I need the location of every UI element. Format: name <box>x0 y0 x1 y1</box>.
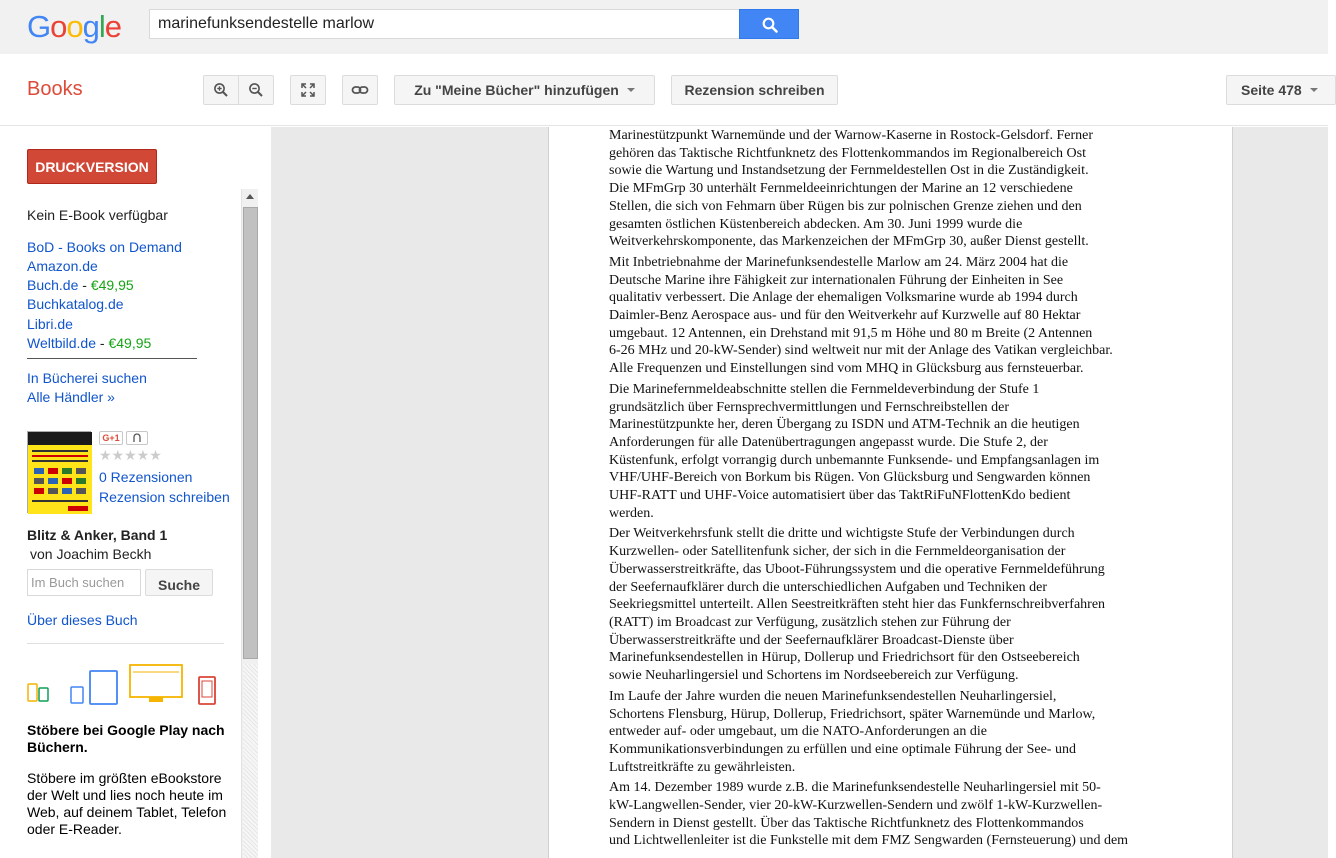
sidebar <box>0 127 270 858</box>
google-search-bar <box>0 0 1328 54</box>
seller-item <box>27 257 98 276</box>
svg-text:Google: Google <box>27 9 122 44</box>
seller-item <box>27 295 124 314</box>
book-page <box>548 127 1233 858</box>
price-separator: - <box>78 277 91 293</box>
play-heading: Stöbere bei Google Play nach Büchern. <box>27 722 225 755</box>
no-ebook-text: Kein E-Book verfügbar <box>27 207 168 223</box>
link-icon <box>351 84 369 96</box>
book-title: Blitz & Anker, Band 1 <box>27 527 168 543</box>
share-icon <box>132 433 142 443</box>
google-plus-button[interactable]: G+1 <box>99 431 123 445</box>
seller-link[interactable]: Buchkatalog.de <box>27 296 124 312</box>
share-button[interactable] <box>126 431 148 445</box>
book-viewer[interactable] <box>271 127 1328 858</box>
page-selector[interactable] <box>1226 75 1336 105</box>
zoom-out-button[interactable] <box>238 75 274 105</box>
chevron-down-icon <box>627 88 635 92</box>
about-book-item <box>27 611 138 630</box>
book-cover-graphic <box>28 432 92 514</box>
divider <box>27 643 224 644</box>
scrollbar-track[interactable] <box>243 664 258 858</box>
print-version-button[interactable]: DRUCKVERSION <box>27 149 157 184</box>
sidebar-write-review-item <box>99 488 230 507</box>
book-cover-image[interactable] <box>27 431 91 513</box>
chevron-down-icon <box>1310 88 1318 92</box>
library-search-item <box>27 369 147 388</box>
page-paragraph: Die Marinefernmeldeabschnitte stellen die Fernmeldeverbindung der Stufe 1 grundsätzlich über Fernsprechvermittlungen und Fernschreibstellen der Marinestützpunkte her, deren Übergang zu ISDN und ATM-Technik an die heutigen Anforderungen für alle Datenübertragungen angepasst wurde. Die Stufe 2, der Küstenfunk, erfolgt vorrangig durch unbemannte Funksende- und Empfangsanlagen im VHF/UHF-Bereich von Borkum bis Rügen. Von Glücksburg und Sengwarden können UHF-RATT und UHF-Voice automatisiert über das TaktRiFuNFlottenKdo bedient werden. <box>609 381 1100 521</box>
all-dealers-item <box>27 388 115 407</box>
sidebar-write-review-link[interactable]: Rezension schreiben <box>99 489 230 505</box>
page-paragraph: Der Weitverkehrsfunk stellt die dritte und wichtigste Stufe der Verbindungen durch Kurzwellen- oder Satellitenfunk sicher, der sich in die Fernmeldeorganisation der Überwasserstreitkräfte, das Uboot-Führungssystem und die operative Fernmeldeführung der Seefernaufklärer durch die unterschiedlichen Aufgaben und Techniken der Seekriegsmittel unterteilt. Allen Seestreitkräften steht hier das Funkfernschreibverfahren (RATT) im Broadcast zur Verfügung, zusätzlich stehen zur Führung der Überwasserstreitkräfte und der Seefernaufklärer Broadcast-Dienste über Marinefunksendestellen in Hürup, Dollerup und Friedrichsort für den Ostseebereich sowie Neuharlingersiel und Schortens im Nordseebereich zur Verfügung. <box>609 526 1106 684</box>
google-logo[interactable] <box>27 9 122 44</box>
sidebar-scrollbar[interactable] <box>241 189 258 858</box>
book-search-input[interactable] <box>27 569 141 596</box>
book-search-button[interactable]: Suche <box>145 569 213 596</box>
books-label[interactable]: Books <box>27 78 83 100</box>
seller-item <box>27 334 151 353</box>
page-text <box>609 127 1154 853</box>
add-to-my-books-label: Zu "Meine Bücher" hinzufügen <box>414 82 619 98</box>
fullscreen-icon <box>300 82 316 98</box>
price-separator: - <box>96 335 109 351</box>
zoom-out-icon <box>248 82 264 98</box>
seller-price: €49,95 <box>108 335 152 351</box>
about-book-link[interactable]: Über dieses Buch <box>27 612 138 628</box>
books-toolbar <box>0 54 1328 126</box>
seller-item <box>27 276 134 295</box>
reviews-count-item <box>99 468 192 487</box>
seller-link[interactable]: Libri.de <box>27 316 73 332</box>
seller-price: €49,95 <box>90 277 134 293</box>
rating-stars: ★★★★★ <box>99 447 162 463</box>
seller-link[interactable]: Amazon.de <box>27 258 98 274</box>
seller-link[interactable]: BoD - Books on Demand <box>27 239 182 255</box>
write-review-label: Rezension schreiben <box>684 82 825 98</box>
devices-icon <box>27 662 217 710</box>
seller-link[interactable]: Buch.de <box>27 277 79 293</box>
add-to-my-books-button[interactable] <box>394 75 655 105</box>
page-paragraph: Marinestützpunkt Warnemünde und der Warnow-Kaserne in Rostock-Gelsdorf. Ferner gehören das Taktische Richtfunknetz des Flottenkommandos im Regionalbereich Ost sowie die Wartung und Instandsetzung der Fernmeldestellen Ost in die Zuständigkeit. Die MFmGrp 30 unterhält Fernmeldeeinrichtungen der Marine an 12 verschiedene Stellen, die sich von Fehmarn über Rügen bis zur polnischen Grenze ziehen und den gesamten östlichen Küstenbereich abdecken. Am 30. Juni 1999 wurde die Weitverkehrskomponente, das Markenzeichen der MFmGrp 30, außer Dienst gestellt. <box>609 128 1093 250</box>
search-button[interactable] <box>739 9 799 39</box>
page-paragraph: Am 14. Dezember 1989 wurde z.B. die Marinefunksendestelle Neuharlingersiel mit 50- kW-Langwellen-Sender, vier 20-kW-Kurzwellen-Sendern und zwölf 1-kW-Kurzwellen- Sendern in Dienst gestellt. Über das Taktische Richtfunknetz des Flottenkommandos und Lichtwellenleiter ist die Funkstelle mit dem FMZ Sengwarden (Fernsteuerung) und dem <box>609 780 1129 849</box>
fullscreen-button[interactable] <box>290 75 326 105</box>
play-text: Stöbere im größten eBookstore der Welt und lies noch heute im Web, auf deinem Tablet, Telefon oder E-Reader. <box>27 770 227 837</box>
seller-item <box>27 238 182 257</box>
link-button[interactable] <box>342 75 378 105</box>
page-indicator: Seite 478 <box>1241 82 1302 98</box>
page-paragraph: Im Laufe der Jahre wurden die neuen Marinefunksendestellen Neuharlingersiel, Schortens Flensburg, Hürup, Dollerup, Friedrichsort, später Warnemünde und Marlow, entweder auf- oder umgebaut, um die NATO-Anforderungen an die Kommunikationsverbindungen zu erfüllen und eine optimale Führung der See- und Luftstreitkräfte zu gewährleisten. <box>609 688 1096 775</box>
reviews-count-link[interactable]: 0 Rezensionen <box>99 469 193 485</box>
zoom-in-button[interactable] <box>203 75 239 105</box>
scrollbar-thumb[interactable] <box>243 207 258 659</box>
divider <box>27 358 197 359</box>
search-input[interactable] <box>149 9 740 39</box>
zoom-in-icon <box>213 82 229 98</box>
book-author: von Joachim Beckh <box>30 546 152 562</box>
seller-item <box>27 315 73 334</box>
seller-link[interactable]: Weltbild.de <box>27 335 97 351</box>
write-review-button[interactable] <box>671 75 838 105</box>
page-paragraph: Mit Inbetriebnahme der Marinefunksendestelle Marlow am 24. März 2004 hat die Deutsche Marine ihre Fähigkeit zur internationalen Führung der Einheiten in See qualitativ verbessert. Die Anlage der ehemaligen Volksmarine wurde ab 1994 durch Daimler-Benz Aerospace aus- und für den Weitverkehr auf Kurzwelle auf 80 Hektar umgebaut. 12 Antennen, ein Drehstand mit 91,5 m Höhe und 80 m Breite (2 Antennen 6-26 MHz und 20-kW-Sender) sind weltweit nur mit der Anlage des Vatikan vergleichbar. Alle Frequenzen und Einstellungen sind vom MHQ in Glücksburg aus fernsteuerbar. <box>609 254 1113 377</box>
all-dealers-link[interactable]: Alle Händler » <box>27 389 115 405</box>
library-search-link[interactable]: In Bücherei suchen <box>27 370 147 386</box>
sidebar-scroll-area[interactable] <box>0 189 270 858</box>
scroll-up-arrow-icon[interactable] <box>246 194 254 199</box>
search-icon <box>762 17 778 33</box>
